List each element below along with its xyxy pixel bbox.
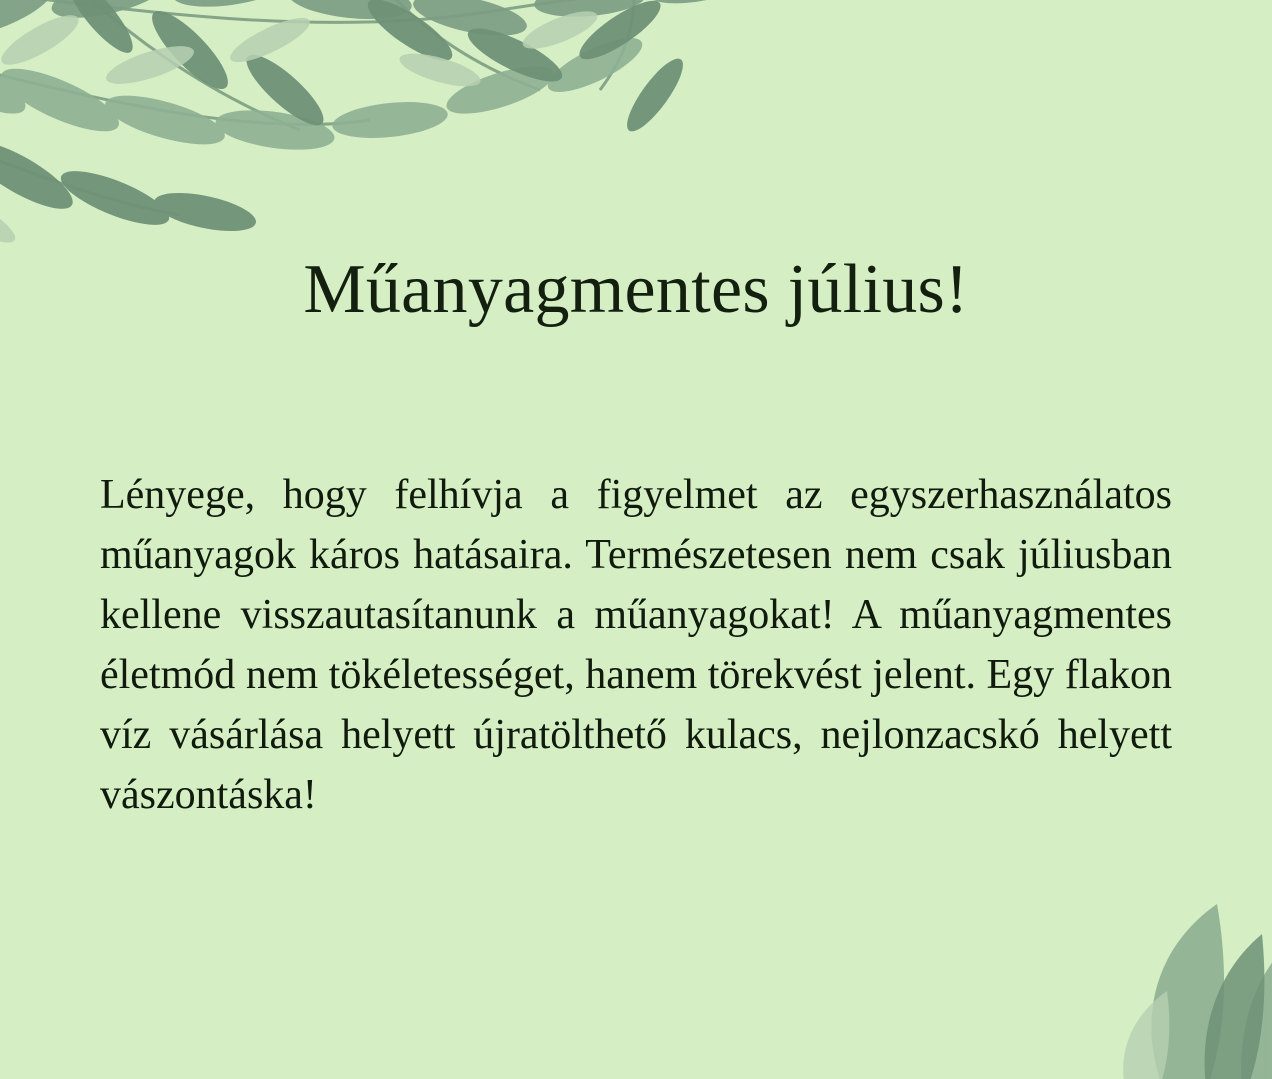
page-title: Műanyagmentes július!	[303, 251, 969, 328]
body-paragraph: Lényege, hogy felhívja a figyelmet az egyszerhasználatos műanyagok káros hatásaira. Természetesen nem csak júliusban kellene visszautasítanunk a műanyagokat! A műanyagmentes életmód nem tökéletességet, hanem törekvést jelent. Egy flakon víz vásárlása helyett újratölthető kulacs, nejlonzacskó helyett vászontáska!	[100, 471, 1172, 818]
